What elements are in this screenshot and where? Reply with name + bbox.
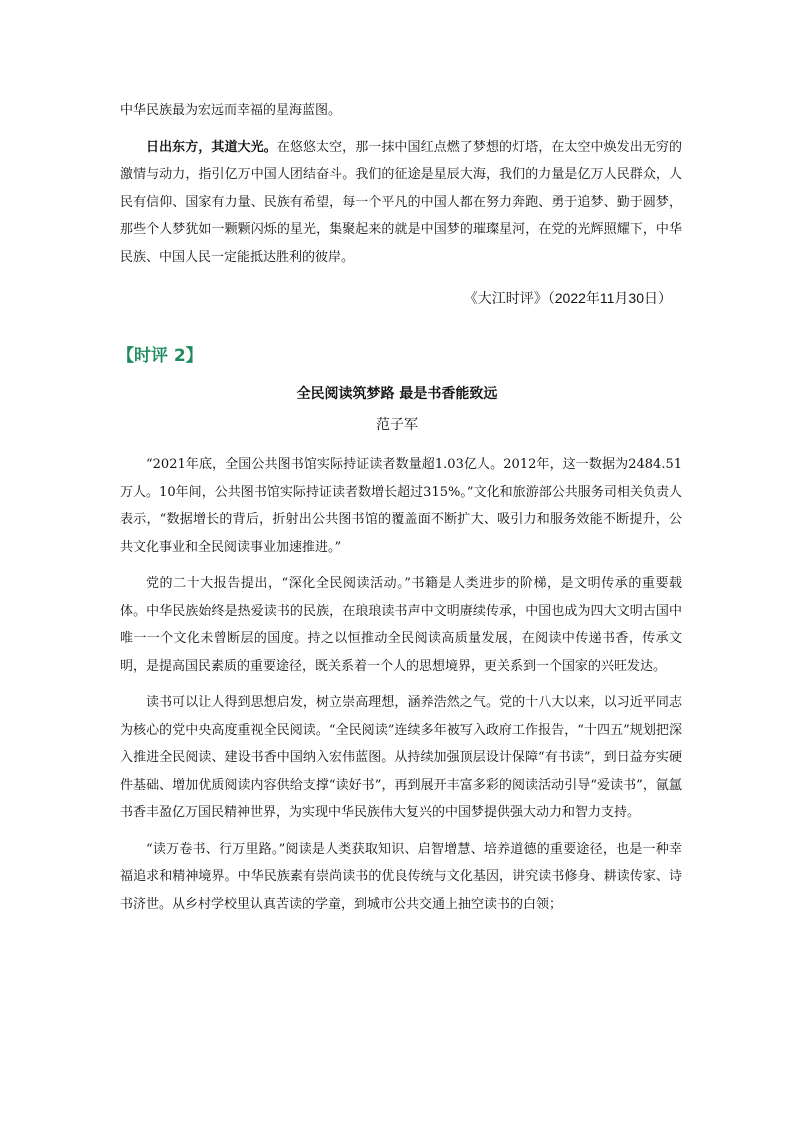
article-paragraph: “读万卷书、行万里路。”阅读是人类获取知识、启智增慧、培养道德的重要途径，也是一种幸福追求和精神境界。中华民族素有崇尚读书的优良传统与文化基因，讲究读书修身、耕读传家、诗书济世。从乡村学校里认真苦读的学童，到城市公共交通上抽空读书的白领；	[120, 841, 682, 912]
article-body	[120, 451, 682, 918]
paragraph-continuation: 中华民族最为宏远而幸福的星海蓝图。	[120, 103, 342, 118]
source-citation: 《大江时评》（2022年11月30日）	[463, 290, 672, 306]
continued-text	[120, 97, 682, 271]
article-paragraph: 党的二十大报告提出，“深化全民阅读活动。”书籍是人类进步的阶梯，是文明传承的重要载体。中华民族始终是热爱读书的民族，在琅琅读书声中文明赓续传承，中国也成为四大文明古国中唯一一个文化未曾断层的国度。持之以恒推动全民阅读高质量发展，在阅读中传递书香，传承文明，是提高国民素质的重要途径，既关系着一个人的思想境界，更关系到一个国家的兴旺发达。	[120, 576, 682, 674]
section-label: 【时评 2】	[117, 346, 203, 366]
paragraph-sunrise	[120, 134, 682, 272]
article-title: 全民阅读筑梦路 最是书香能致远	[296, 386, 498, 402]
paragraph-body: 在悠悠太空，那一抹中国红点燃了梦想的灯塔，在太空中焕发出无穷的激情与动力，指引亿万中国人团结奋斗。我们的征途是星辰大海，我们的力量是亿万人民群众，人民有信仰、国家有力量、民族有希望，每一个平凡的中国人都在努力奔跑、勇于追梦、勤于圆梦，那些个人梦犹如一颗颗闪烁的星光，集聚起来的就是中国梦的璀璨星河，在党的光辉照耀下，中华民族、中国人民一定能抵达胜利的彼岸。	[120, 139, 682, 265]
article-paragraph: “2021年底，全国公共图书馆实际持证读者数量超1.03亿人。2012年，这一数据为2484.51万人。10年间，公共图书馆实际持证读者数增长超过315%。”文化和旅游部公共服务司相关负责人表示，“数据增长的背后，折射出公共图书馆的覆盖面不断扩大、吸引力和服务效能不断提升，公共文化事业和全民阅读事业加速推进。”	[120, 457, 682, 555]
article-paragraph: 读书可以让人得到思想启发，树立崇高理想，涵养浩然之气。党的十八大以来，以习近平同志为核心的党中央高度重视全民阅读。“全民阅读”连续多年被写入政府工作报告，“十四五”规划把深入推进全民阅读、建设书香中国纳入宏伟蓝图。从持续加强顶层设计保障“有书读”，到日益夯实硬件基础、增加优质阅读内容供给支撑“读好书”，再到展开丰富多彩的阅读活动引导“爱读书”，氤氲书香丰盈亿万国民精神世界，为实现中华民族伟大复兴的中国梦提供强大动力和智力支持。	[120, 695, 682, 820]
article-author: 范子军	[376, 417, 418, 433]
paragraph-lead: 日出东方，其道大光。	[146, 139, 277, 155]
